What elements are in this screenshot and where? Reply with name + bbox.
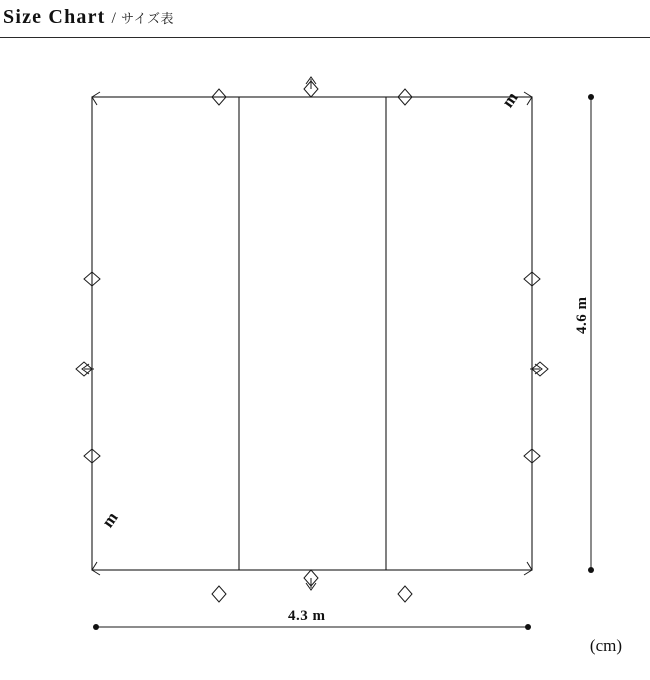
size-chart-diagram: [0, 38, 650, 680]
unit-note: (cm): [589, 636, 622, 655]
corner-annotation-bottom-left: m: [98, 508, 122, 531]
page-header: [0, 0, 650, 38]
right-dimension-label: 4.6 m: [574, 296, 590, 334]
bottom-edge-loops: [212, 570, 412, 602]
tarp-drawing: [0, 38, 650, 680]
page-title: [3, 6, 174, 29]
page-title-english: Size Chart: [3, 6, 106, 28]
corner-annotation-top-right: m: [498, 88, 522, 111]
bottom-dimension-label: 4.3 m: [288, 608, 326, 624]
title-separator: /: [111, 10, 116, 27]
page-title-japanese: サイズ表: [121, 11, 174, 26]
tarp-outline: [92, 97, 532, 570]
